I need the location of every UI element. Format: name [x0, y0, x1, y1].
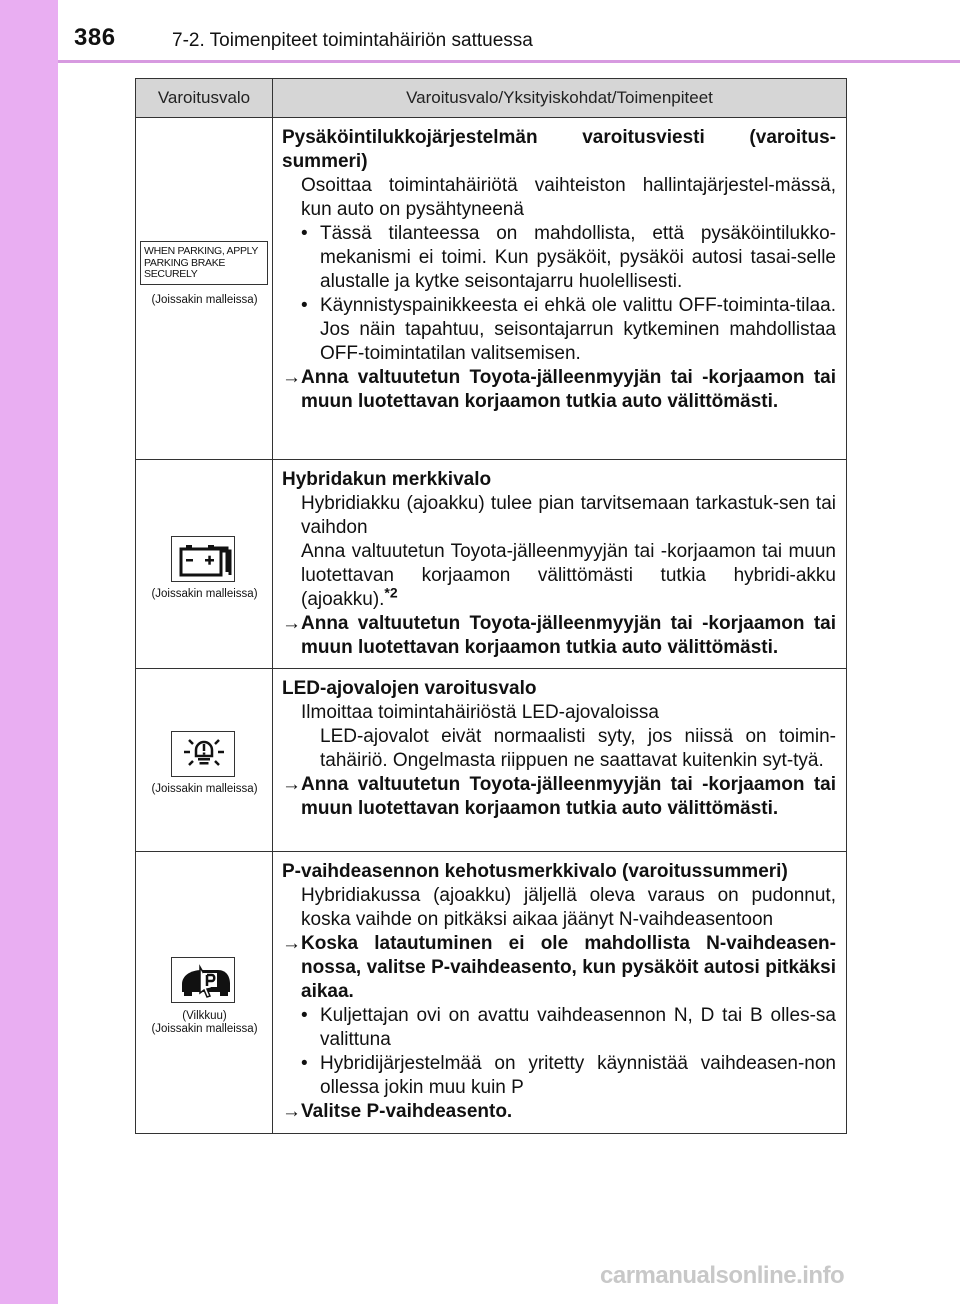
parking-brake-message-display: WHEN PARKING, APPLY PARKING BRAKE SECURELY [140, 241, 268, 285]
list-item [282, 294, 836, 366]
table-row [136, 852, 847, 1134]
list-item [282, 1004, 836, 1052]
footnote-marker: *2 [384, 584, 398, 601]
icon-cell [136, 118, 273, 460]
arrow-icon: → [282, 1101, 301, 1122]
text-cell [273, 118, 847, 460]
warning-description-2 [282, 540, 836, 612]
hybrid-battery-icon [171, 536, 235, 582]
warning-title: Pysäköintilukkojärjestelmän varoitusviesti (varoitus-summeri) [282, 127, 836, 172]
sidebar-color-tab [0, 0, 58, 1304]
icon-cell [136, 852, 273, 1134]
page-number: 386 [74, 24, 116, 51]
list-item [282, 222, 836, 294]
bullet-text: Tässä tilanteessa on mahdollista, että pysäköintilukko-mekanismi ei toimi. Kun pysäköit, pysäköi autosi tasai-selle alustalle ja kytke seisontajarru huolellisesti. [320, 223, 836, 292]
warning-detail: LED-ajovalot eivät normaalisti syty, jos niissä on toimin-tahäiriö. Ongelmasta riippuen ne saattavat kuitenkin syt-tyä. [320, 726, 836, 771]
text-cell [273, 460, 847, 669]
arrow-icon: → [282, 613, 301, 634]
warning-title: LED-ajovalojen varoitusvalo [282, 678, 537, 699]
action-instruction [282, 932, 836, 1004]
description-text: Anna valtuutetun Toyota-jälleenmyyjän tai -korjaamon tai muun luotettavan korjaamon välittömästi tutkia hybridi-akku (ajoakku). [301, 541, 836, 610]
arrow-icon: → [282, 774, 301, 795]
section-title: 7-2. Toimenpiteet toimintahäiriön sattuessa [172, 30, 533, 51]
list-item [282, 1052, 836, 1100]
table-row [136, 669, 847, 852]
bullet-text: Käynnistyspainikkeesta ei ehkä ole valittu OFF-toiminta-tilaa. Jos näin tapahtuu, seisontajarrun kytkeminen mahdollistaa OFF-toimintatilan valitsemisen. [320, 295, 836, 364]
action-instruction [282, 366, 836, 414]
action-instruction [282, 1100, 836, 1124]
table-row [136, 118, 847, 460]
icon-caption: (Joissakin malleissa) [151, 294, 258, 306]
warning-description: Osoittaa toimintahäiriötä vaihteiston hallintajärjestel-mässä, kun auto on pysähtyneenä [301, 175, 836, 220]
col-header-details: Varoitusvalo/Yksityiskohdat/Toimenpiteet [273, 79, 847, 118]
bullet-glyph: • [301, 1005, 308, 1026]
warning-description: Hybridiakussa (ajoakku) jäljellä oleva varaus on pudonnut, koska vaihde on pitkäksi aikaa jäänyt N-vaihdeasentoon [301, 885, 836, 930]
warning-title: Hybridakun merkkivalo [282, 469, 492, 490]
watermark: carmanualsonline.info [600, 1262, 845, 1289]
icon-caption: (Joissakin malleissa) [151, 783, 258, 795]
table-row [136, 460, 847, 669]
arrow-icon: → [282, 367, 301, 388]
bullet-glyph: • [301, 295, 308, 316]
icon-cell [136, 460, 273, 669]
text-cell [273, 669, 847, 852]
table-header-row [136, 79, 847, 118]
warning-description: Ilmoittaa toimintahäiriöstä LED-ajovaloissa [301, 702, 659, 723]
action-text: Anna valtuutetun Toyota-jälleenmyyjän tai -korjaamon tai muun luotettavan korjaamon tutkia auto välittömästi. [301, 613, 836, 658]
icon-caption-blink: (Vilkkuu) [182, 1010, 227, 1022]
warning-light-table [135, 78, 847, 1134]
led-headlight-warning-icon [171, 731, 235, 777]
p-position-reminder-icon [171, 957, 235, 1003]
warning-title: P-vaihdeasennon kehotusmerkkivalo (varoitussummeri) [282, 861, 788, 882]
icon-cell [136, 669, 273, 852]
icon-caption: (Joissakin malleissa) [151, 1023, 258, 1035]
warning-description: Hybridiakku (ajoakku) tulee pian tarvitsemaan tarkastuk-sen tai vaihdon [301, 493, 836, 538]
header-rule [58, 60, 960, 63]
text-cell [273, 852, 847, 1134]
bullet-glyph: • [301, 1053, 308, 1074]
action-instruction [282, 612, 836, 660]
arrow-icon: → [282, 933, 301, 954]
action-instruction [282, 773, 836, 821]
action-text: Anna valtuutetun Toyota-jälleenmyyjän tai -korjaamon tai muun luotettavan korjaamon tutkia auto välittömästi. [301, 367, 836, 412]
icon-caption: (Joissakin malleissa) [151, 588, 258, 600]
bullet-text: Kuljettajan ovi on avattu vaihdeasennon N, D tai B olles-sa valittuna [320, 1005, 836, 1050]
action-text: Valitse P-vaihdeasento. [301, 1101, 513, 1122]
action-text: Anna valtuutetun Toyota-jälleenmyyjän tai -korjaamon tai muun luotettavan korjaamon tutkia auto välittömästi. [301, 774, 836, 819]
bullet-text: Hybridijärjestelmää on yritetty käynnistää vaihdeasen-non ollessa jokin muu kuin P [320, 1053, 836, 1098]
bullet-glyph: • [301, 223, 308, 244]
action-text: Koska latautuminen ei ole mahdollista N-vaihdeasen-nossa, valitse P-vaihdeasento, kun pysäköit autosi pitkäksi aikaa. [301, 933, 836, 1002]
col-header-warning-light: Varoitusvalo [136, 79, 273, 118]
